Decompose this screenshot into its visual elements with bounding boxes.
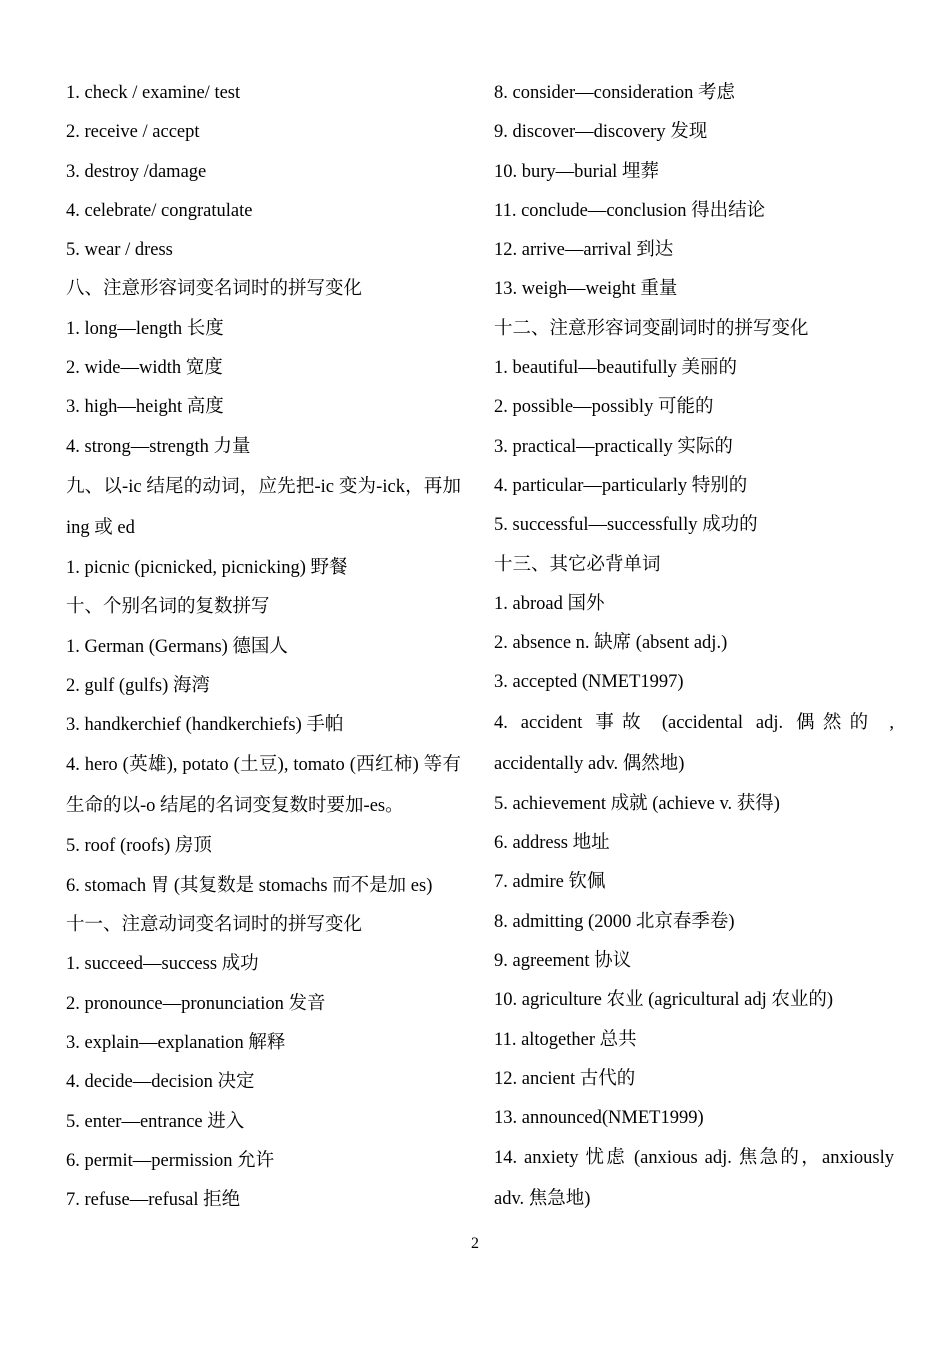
list-item: 2. absence n. 缺席 (absent adj.) [494, 633, 728, 654]
list-item: 8. consider—consideration 考虑 [494, 83, 735, 103]
list-item: 1. German (Germans) 德国人 [66, 636, 288, 657]
list-item: 1. succeed—success 成功 [66, 954, 259, 975]
list-item: 3. destroy /damage [66, 161, 207, 182]
list-item: 3. handkerchief (handkerchiefs) 手帕 [66, 715, 344, 736]
list-item: 1. check / examine/ test [66, 83, 241, 103]
list-item: 7. admire 钦佩 [494, 872, 606, 893]
list-item: 1. picnic (picnicked, picnicking) 野餐 [66, 557, 348, 578]
list-item: 12. arrive—arrival 到达 [494, 240, 674, 261]
list-item: 十三、其它必背单词 [494, 554, 661, 575]
list-item: 13. weigh—weight 重量 [494, 279, 678, 300]
list-item: 十、个别名词的复数拼写 [66, 597, 270, 618]
list-item: 9. discover—discovery 发现 [494, 122, 708, 143]
list-item: 13. announced(NMET1999) [494, 1108, 704, 1129]
list-item: 12. ancient 古代的 [494, 1068, 636, 1089]
left-column [66, 74, 461, 1220]
list-item: 6. stomach 胃 (其复数是 stomachs 而不是加 es) [66, 875, 433, 896]
list-item: 5. achievement 成就 (achieve v. 获得) [494, 793, 780, 814]
list-item: 2. gulf (gulfs) 海湾 [66, 675, 210, 696]
list-item: 3. explain—explanation 解释 [66, 1032, 286, 1053]
list-item: 4. decide—decision 决定 [66, 1072, 255, 1093]
list-item: 4. accident 事故 (accidental adj. 偶然的 , accidentally adv. 偶然地) [494, 712, 894, 774]
list-item: 5. enter—entrance 进入 [66, 1111, 245, 1132]
list-item: 1. abroad 国外 [494, 593, 605, 614]
list-item: 3. high—height 高度 [66, 397, 224, 418]
right-column [494, 74, 894, 1220]
list-item: 5. wear / dress [66, 240, 173, 261]
page-number: 2 [471, 1235, 479, 1252]
list-item: 10. agriculture 农业 (agricultural adj 农业的) [494, 990, 834, 1011]
list-item: 4. celebrate/ congratulate [66, 200, 253, 221]
list-item: 5. roof (roofs) 房顶 [66, 836, 212, 857]
list-item: 十二、注意形容词变副词时的拼写变化 [494, 318, 809, 339]
list-item: 3. practical—practically 实际的 [494, 436, 733, 457]
list-item: 2. possible—possibly 可能的 [494, 397, 714, 418]
list-item: 7. refuse—refusal 拒绝 [66, 1190, 241, 1211]
list-item: 4. strong—strength 力量 [66, 436, 251, 457]
list-item: 5. successful—successfully 成功的 [494, 515, 758, 536]
list-item: 1. long—length 长度 [66, 318, 224, 339]
list-item: 九、以-ic 结尾的动词，应先把-ic 变为-ick，再加 ing 或 ed [66, 476, 461, 538]
list-item: 11. conclude—conclusion 得出结论 [494, 200, 766, 221]
list-item: 2. wide—width 宽度 [66, 358, 223, 379]
list-item: 6. permit—permission 允许 [66, 1150, 275, 1171]
list-item: 11. altogether 总共 [494, 1029, 637, 1050]
list-item: 4. hero (英雄), potato (土豆), tomato (西红柿) 等有生命的以-o 结尾的名词变复数时要加-es。 [66, 755, 461, 817]
list-item: 八、注意形容词变名词时的拼写变化 [66, 279, 363, 300]
list-item: 8. admitting (2000 北京春季卷) [494, 911, 735, 932]
list-item: 6. address 地址 [494, 833, 610, 854]
list-item: 2. receive / accept [66, 122, 200, 143]
list-item: 1. beautiful—beautifully 美丽的 [494, 358, 738, 379]
list-item: 3. accepted (NMET1997) [494, 672, 684, 693]
list-item: 十一、注意动词变名词时的拼写变化 [66, 915, 363, 936]
list-item: 14. anxiety 忧虑 (anxious adj. 焦急的，anxiously adv. 焦急地) [494, 1148, 894, 1210]
list-item: 2. pronounce—pronunciation 发音 [66, 993, 326, 1014]
list-item: 10. bury—burial 埋葬 [494, 161, 659, 182]
list-item: 9. agreement 协议 [494, 950, 632, 971]
list-item: 4. particular—particularly 特别的 [494, 475, 748, 496]
